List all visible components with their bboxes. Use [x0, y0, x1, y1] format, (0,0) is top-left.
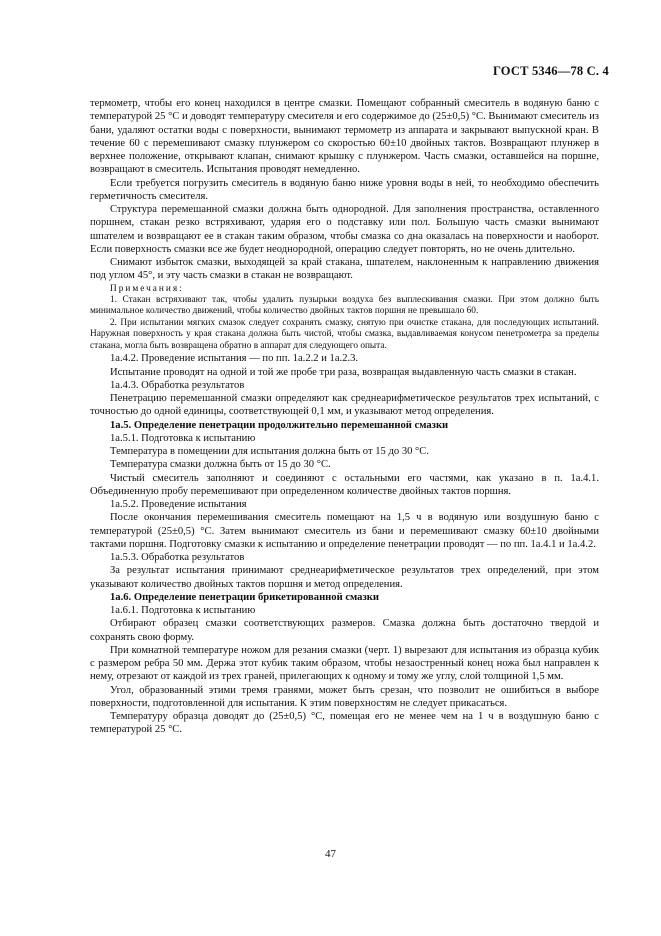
page-body [90, 97, 599, 737]
paragraph: Чистый смеситель заполняют и соединяют с остальными его частями, как указано в п. 1а.4.1. Объединенную пробу перемешивают при определенном количестве двойных тактов поршня. [90, 472, 599, 497]
paragraph: Отбирают образец смазки соответствующих размеров. Смазка должна быть достаточно твердой и сохранять свою форму. [90, 618, 599, 643]
paragraph: При комнатной температуре ножом для резания смазки (черт. 1) вырезают для испытания из образца кубик с размером ребра 50 мм. Держа этот кубик таким образом, чтобы незаостренный конец ножа был направлен к нему, отрезают от каждой из трех граней, прилегающих к одному и тому же углу, слой толщиной 1,5 мм. [90, 644, 599, 683]
paragraph: 1а.6.1. Подготовка к испытанию [110, 605, 256, 617]
paragraph: термометр, чтобы его конец находился в центре смазки. Помещают собранный смеситель в водяную баню с температурой 25 °С и доводят температуру смесителя и его содержимое до (25±0,5) °С. Вынимают смеситель из бани, удаляют остатки воды с поверхности, вынимают термометр из аппарата и закрывают выпускной кран. В течение 60 с перемешивают смазку плунжером со скоростью 60±10 двойных тактов. Возвращают плунжер в верхнее положение, открывают клапан, снимают крышку с плунжером. Часть смазки, оставшейся на поршне, возвращают в смеситель. Испытания проводят немедленно. [90, 98, 599, 176]
section-heading: 1а.5. Определение пенетрации продолжительно перемешанной смазки [110, 419, 449, 431]
paragraph: 1а.5.1. Подготовка к испытанию [110, 432, 256, 444]
paragraph: Температура смазки должна быть от 15 до 30 °С. [110, 459, 331, 471]
note-paragraph: 1. Стакан встряхивают так, чтобы удалить пузырьки воздуха без выплескивания смазки. При этом должно быть минимальное количество движений, чтобы количество двойных тактов поршня не превышало 60. [90, 294, 599, 317]
paragraph: За результат испытания принимают среднеарифметическое результатов трех определений, при этом указывают количество двойных тактов поршня и метод определения. [90, 565, 599, 590]
paragraph: Если требуется погрузить смеситель в водяную баню ниже уровня воды в ней, то необходимо обеспечить герметичность смесителя. [90, 177, 599, 202]
paragraph: Структура перемешанной смазки должна быть однородной. Для заполнения пространства, оставленного поршнем, стакан резко встряхивают, ударяя его о подставку или пол. Большую часть смазки вынимают шпателем и возвращают ее в стакан таким образом, чтобы смазка со дна оказалась на поверхности и наоборот. Если поверхность смазки все же будет неоднородной, операцию следует повторять, но не очень длительно. [90, 204, 599, 255]
paragraph: Температура в помещении для испытания должна быть от 15 до 30 °С. [110, 446, 430, 458]
paragraph: После окончания перемешивания смеситель помещают на 1,5 ч в водяную или воздушную баню с температурой (25±0,5) °С. Затем вынимают смеситель из бани и перемешивают смазку 60±10 двойными тактами поршня. Подготовку смазки к испытанию и определение пенетрации проводят — по пп. 1а.4.1 и 1а.4.2. [90, 512, 599, 550]
paragraph: Пенетрацию перемешанной смазки определяют как среднеарифметическое результатов трех испытаний, с точностью до одной единицы, соответствующей 0,1 мм, и указывают метод определения. [90, 393, 599, 418]
note-paragraph: 2. При испытании мягких смазок следует сохранять смазку, снятую при очистке стакана, для последующих испытаний. Наружная поверхность у края стакана должна быть чистой, чтобы смазка, выдавливаемая конусом пенетрометра за пределы стакана, могла быть возвращена обратно в аппарат для следующего опыта. [90, 317, 599, 351]
paragraph: 1а.4.2. Проведение испытания — по пп. 1а.2.2 и 1а.2.3. [110, 353, 359, 365]
paragraph: Температуру образца доводят до (25±0,5) °С, помещая его не менее чем на 1 ч в воздушную баню с температурой 25 °С. [90, 711, 599, 736]
notes-title: Примечания: [110, 283, 184, 294]
paragraph: 1а.5.2. Проведение испытания [110, 499, 247, 511]
paragraph: 1а.5.3. Обработка результатов [110, 552, 245, 564]
paragraph: Испытание проводят на одной и той же пробе три раза, возвращая выдавленную часть смазки в стакан. [110, 366, 577, 378]
page-header: ГОСТ 5346—78 С. 4 [492, 64, 609, 78]
section-heading: 1а.6. Определение пенетрации брикетированной смазки [110, 591, 379, 603]
paragraph: Угол, образованный этими тремя гранями, может быть срезан, что позволит не ошибиться в выборе поверхности, подготовленной для испытания. К этим поверхностям не следует прикасаться. [90, 684, 599, 709]
paragraph: 1а.4.3. Обработка результатов [110, 379, 245, 391]
page-number: 47 [325, 848, 336, 860]
paragraph: Снимают избыток смазки, выходящей за край стакана, шпателем, наклоненным к направлению движения под углом 45°, и эту часть смазки в стакан не возвращают. [90, 257, 599, 282]
